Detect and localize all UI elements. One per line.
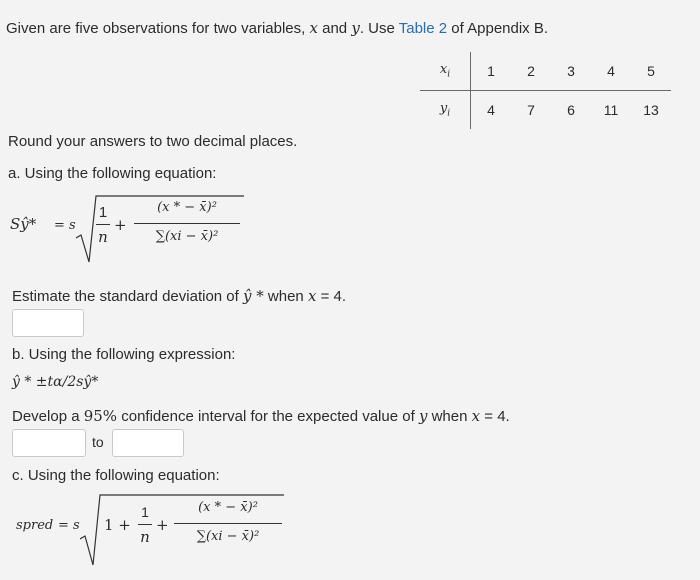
formula-a-equals: = s: [54, 218, 76, 233]
answer-a-input[interactable]: [12, 309, 84, 337]
frac-c1-den: n: [140, 528, 150, 546]
to-label: to: [92, 434, 104, 450]
part-b-question-pre: Develop a: [12, 408, 80, 425]
y-value-1: 4: [487, 102, 495, 118]
frac-c2-den: ∑(xi − x̄)²: [196, 529, 260, 544]
x-value-4: 4: [591, 52, 631, 91]
part-b-question-val: = 4.: [484, 408, 510, 425]
x-label: $x_i$: [420, 52, 471, 91]
formula-a-plus: +: [114, 216, 127, 234]
intro-text: [6, 19, 548, 37]
intro-use: . Use: [359, 20, 395, 37]
part-b-question: [12, 407, 510, 425]
part-a-question-pre: Estimate the standard deviation of: [12, 288, 239, 305]
formula-c-lhs: spred: [16, 518, 54, 533]
y-value-2: 7: [527, 102, 535, 118]
y-value-3: 6: [567, 102, 575, 118]
x-value-5: 5: [631, 52, 671, 91]
appendix-table-link[interactable]: Table 2: [398, 20, 448, 37]
x-value-2: 2: [511, 52, 551, 91]
frac-a2-num: (x * − x̄)²: [157, 200, 217, 215]
intro-post: of Appendix B.: [451, 20, 549, 37]
y-hat-star: ŷ *: [242, 287, 264, 305]
part-b-question-when: when: [431, 408, 468, 425]
var-x-b: x: [471, 407, 481, 425]
formula-c-plus: +: [156, 516, 169, 534]
x-value-1: 1: [471, 52, 512, 91]
part-b-label: b. Using the following expression:: [12, 346, 236, 363]
frac-c2-num: (x * − x̄)²: [198, 500, 258, 515]
y-value-4: 11: [603, 102, 619, 118]
intro-pre: Given are five observations for two variables,: [6, 20, 306, 37]
x-value-3: 3: [551, 52, 591, 91]
var-y: y: [351, 19, 360, 37]
part-a-question-mid: when: [267, 288, 304, 305]
part-b-expression: ŷ * ±tα/2sŷ*: [12, 374, 99, 390]
var-x-a: x: [307, 287, 317, 305]
frac-c1-num: 1: [141, 504, 149, 520]
frac-a1-num: 1: [98, 204, 108, 221]
formula-c-equals: = s: [58, 518, 80, 533]
table-row-y: [420, 91, 671, 130]
y-label: $y_i$: [420, 91, 471, 130]
part-a-question: [12, 287, 346, 305]
confidence-percent: 95%: [83, 407, 118, 425]
answer-b-lower-input[interactable]: [12, 429, 86, 457]
var-x: x: [309, 19, 318, 37]
formula-a-lhs: Sŷ*: [10, 215, 37, 233]
part-c-label: c. Using the following equation:: [12, 467, 220, 484]
answer-b-upper-input[interactable]: [112, 429, 184, 457]
table-row-x: [420, 52, 671, 91]
part-a-question-val: = 4.: [320, 288, 347, 305]
intro-and: and: [322, 20, 348, 37]
part-b-question-mid: confidence interval for the expected value of: [121, 408, 415, 425]
frac-a2-den: ∑(xi − x̄)²: [155, 229, 219, 244]
part-a-label: a. Using the following equation:: [8, 165, 217, 182]
y-value-5: 13: [643, 102, 659, 118]
var-y-b: y: [418, 407, 428, 425]
observations-table: [420, 52, 671, 129]
formula-c-one: 1 +: [104, 516, 131, 534]
round-note: Round your answers to two decimal places.: [8, 133, 298, 150]
frac-a1-den: n: [98, 228, 108, 246]
